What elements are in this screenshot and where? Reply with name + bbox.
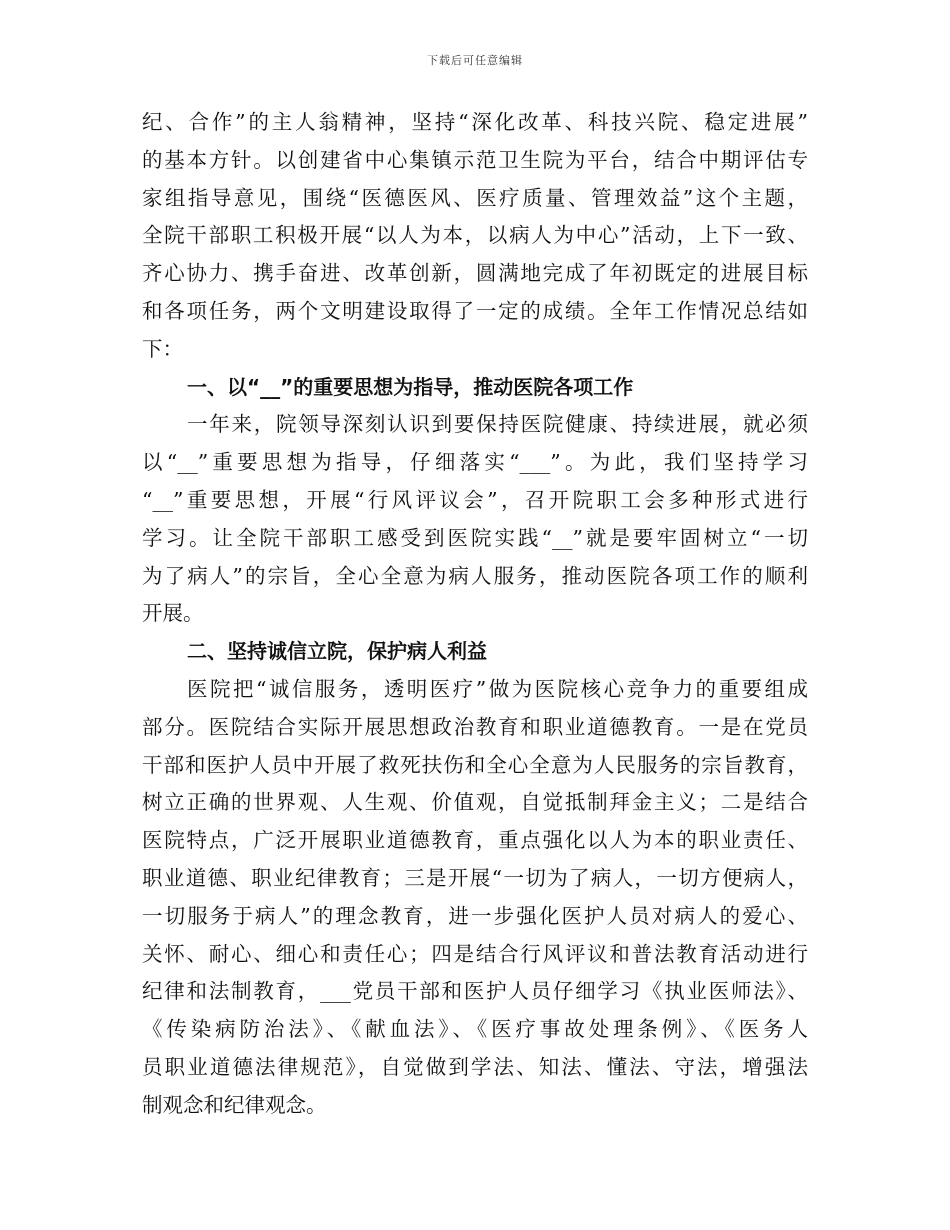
paragraph-line: 《传染病防治法》、《献血法》、《医疗事故处理条例》、《医务人 <box>142 1017 808 1042</box>
paragraph-line: 纪律和法制教育，___党员干部和医护人员仔细学习《执业医师法》、 <box>142 979 808 1004</box>
paragraph-line: 员职业道德法律规范》，自觉做到学法、知法、懂法、守法，增强法 <box>142 1054 808 1079</box>
section-heading: 一、以“__”的重要思想为指导，推动医院各项工作 <box>187 374 634 399</box>
paragraph-line: 职业道德、职业纪律教育；三是开展“一切为了病人，一切方便病人， <box>142 865 808 890</box>
paragraph-line: 为了病人”的宗旨，全心全意为病人服务，推动医院各项工作的顺利 <box>142 563 808 588</box>
paragraph-line: “__”重要思想，开展“行风评议会”，召开院职工会多种形式进行 <box>142 487 808 512</box>
paragraph-line: 纪、合作”的主人翁精神，坚持“深化改革、科技兴院、稳定进展” <box>142 110 808 134</box>
paragraph-line: 关怀、耐心、细心和责任心；四是结合行风评议和普法教育活动进行 <box>142 941 808 966</box>
document-body <box>142 104 808 1125</box>
paragraph-line: 家组指导意见，围绕“医德医风、医疗质量、管理效益”这个主题， <box>142 185 808 210</box>
paragraph-line: 医院把“诚信服务，透明医疗”做为医院核心竞争力的重要组成 <box>187 676 808 701</box>
paragraph-line: 制观念和纪律观念。 <box>142 1092 327 1117</box>
page-header: 下载后可任意编辑 <box>427 54 523 67</box>
paragraph-line: 和各项任务，两个文明建设取得了一定的成绩。全年工作情况总结如 <box>142 298 808 323</box>
paragraph-line: 一切服务于病人”的理念教育，进一步强化医护人员对病人的爱心、 <box>142 903 808 928</box>
paragraph-line: 学习。让全院干部职工感受到医院实践“__”就是要牢固树立“一切 <box>142 525 808 550</box>
paragraph-line: 下： <box>142 336 183 361</box>
paragraph-line: 部分。医院结合实际开展思想政治教育和职业道德教育。一是在党员 <box>142 714 808 739</box>
paragraph-line: 开展。 <box>142 601 204 626</box>
paragraph-line: 树立正确的世界观、人生观、价值观，自觉抵制拜金主义；二是结合 <box>142 790 808 815</box>
paragraph-line: 以“__”重要思想为指导，仔细落实“___”。为此，我们坚持学习 <box>142 450 808 475</box>
section-heading: 二、坚持诚信立院，保护病人利益 <box>187 639 487 664</box>
paragraph-line: 全院干部职工积极开展“以人为本，以病人为中心”活动，上下一致、 <box>142 223 808 248</box>
paragraph-line: 的基本方针。以创建省中心集镇示范卫生院为平台，结合中期评估专 <box>142 147 808 172</box>
paragraph-line: 齐心协力、携手奋进、改革创新，圆满地完成了年初既定的进展目标 <box>142 261 808 286</box>
paragraph-line: 医院特点，广泛开展职业道德教育，重点强化以人为本的职业责任、 <box>142 828 808 853</box>
paragraph-line: 一年来，院领导深刻认识到要保持医院健康、持续进展，就必须 <box>187 412 808 437</box>
paragraph-line: 干部和医护人员中开展了救死扶伤和全心全意为人民服务的宗旨教育， <box>142 752 808 777</box>
